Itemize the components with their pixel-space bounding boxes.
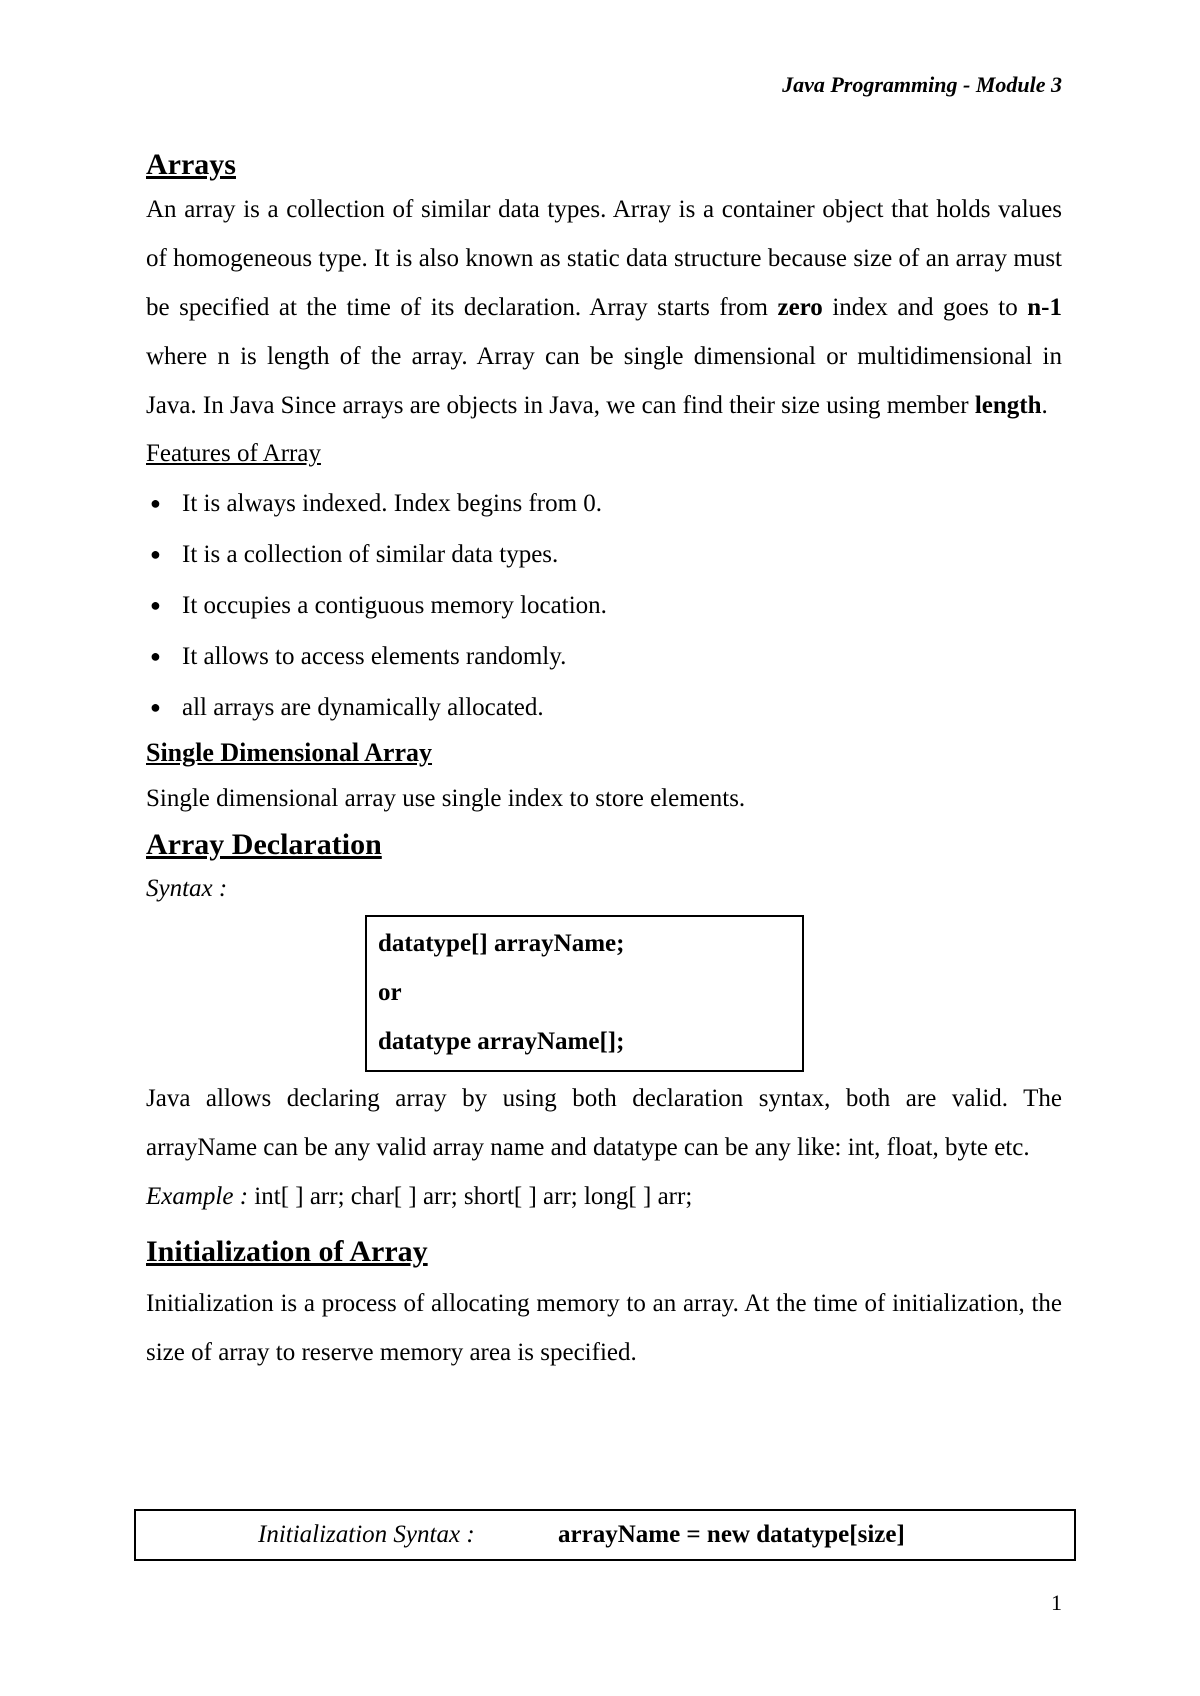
list-item-text: It is always indexed. Index begins from 0. [182,490,603,517]
syntax-line: datatype[] arrayName; [378,930,625,957]
example-text: int[ ] arr; char[ ] arr; short[ ] arr; long[ ] arr; [248,1183,693,1210]
arrays-bold-n1: n-1 [1027,294,1062,321]
arrays-paragraph-part-2: index and goes to [822,294,1028,321]
declaration-description: Java allows declaring array by using both declaration syntax, both are valid. The arrayName can be any valid array name and datatype can be any like: int, float, byte etc. [146,1085,1062,1161]
syntax-line: or [378,979,402,1006]
bullet-icon: ● [150,493,161,513]
features-title: Features of Array [146,440,321,467]
list-item-text: It is a collection of similar data types. [182,541,559,568]
arrays-paragraph-end: . [1041,392,1048,419]
bullet-icon: ● [150,697,161,717]
list-item [146,478,1062,529]
list-item-text: It occupies a contiguous memory location. [182,592,607,619]
list-item [146,682,1062,733]
page-number: 1 [1051,1590,1062,1615]
initialization-syntax-box [134,1509,1076,1561]
arrays-paragraph-part-3: where n is length of the array. Array can be single dimensional or multidimensional in Java. In Java Since arrays are objects in Java, we can find their size using member [146,343,1062,419]
declaration-example [146,1172,1062,1221]
initialization-heading: Initialization of Array [146,1235,428,1268]
arrays-paragraph [146,185,1062,430]
arrays-paragraph-part-1: An array is a collection of similar data types. Array is a container object that holds values of homogeneous type. It is also known as static data structure because size of an array must be specified at the time of its declaration. Array starts from [146,196,1062,321]
page-content [146,145,1062,1377]
features-list [146,478,1062,733]
list-item-text: It allows to access elements randomly. [182,643,567,670]
list-item-text: all arrays are dynamically allocated. [182,694,544,721]
bullet-icon: ● [150,646,161,666]
example-label: Example : [146,1183,249,1210]
list-item [146,580,1062,631]
syntax-line: datatype arrayName[]; [378,1028,625,1055]
running-header: Java Programming - Module 3 [782,72,1062,97]
initialization-text: Initialization is a process of allocating memory to an array. At the time of initialization, the size of array to reserve memory area is specified. [146,1290,1062,1366]
bullet-icon: ● [150,544,161,564]
list-item [146,631,1062,682]
declaration-syntax-box [365,915,804,1072]
initialization-syntax-code: arrayName = new datatype[size] [558,1521,905,1548]
arrays-bold-zero: zero [777,294,823,321]
arrays-bold-length: length [974,392,1042,419]
syntax-label: Syntax : [146,875,228,902]
initialization-syntax-label: Initialization Syntax : [258,1521,475,1548]
list-item [146,529,1062,580]
single-dimensional-heading: Single Dimensional Array [146,738,433,767]
bullet-icon: ● [150,595,161,615]
arrays-heading: Arrays [146,148,236,181]
single-dimensional-text: Single dimensional array use single index to store elements. [146,785,746,812]
declaration-heading: Array Declaration [146,828,382,861]
